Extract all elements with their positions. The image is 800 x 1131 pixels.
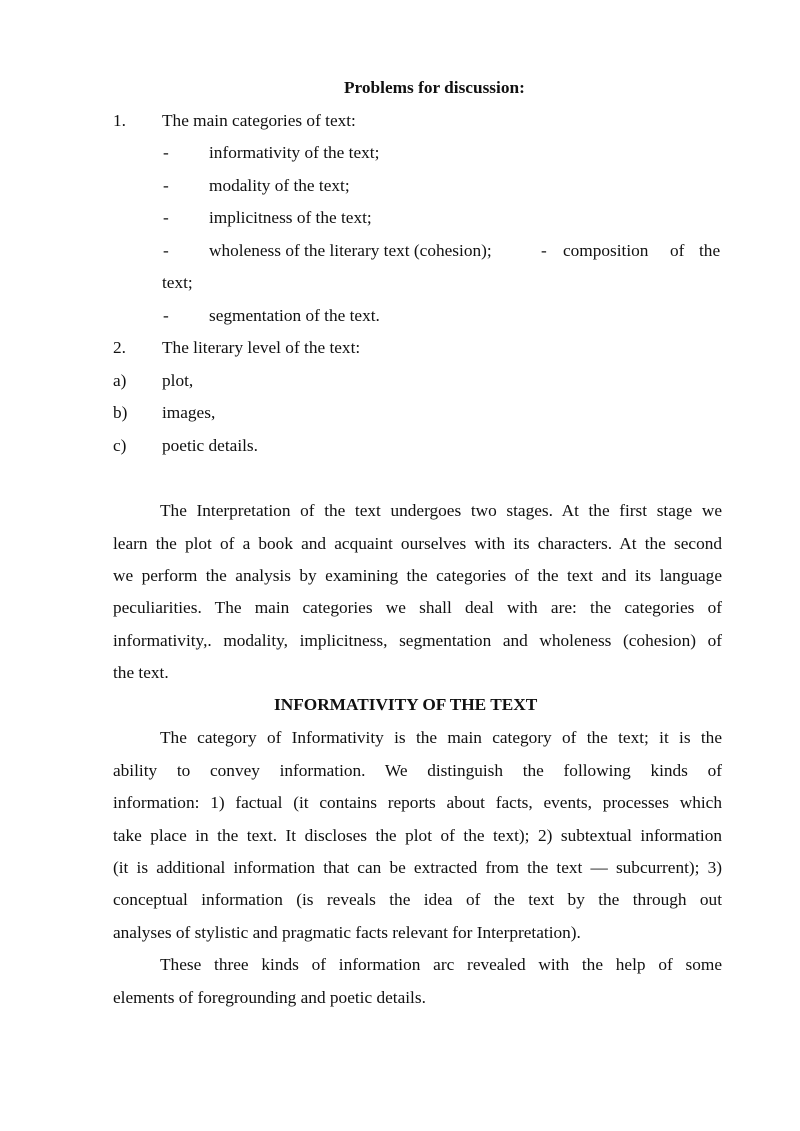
sub-item-text: poetic details. (162, 436, 258, 455)
list-item: implicitness of the text; (209, 208, 372, 227)
intro-paragraph-line: informativity,. modality, implicitness, segmentation and wholeness (cohesion) of (113, 631, 722, 650)
intro-paragraph-line: learn the plot of a book and acquaint ourselves with its characters. At the second (113, 534, 722, 553)
informativity-paragraph-line: information: 1) factual (it contains reports about facts, events, processes which (113, 793, 722, 812)
question-1-text: The main categories of text: (162, 111, 356, 130)
list-item: segmentation of the text. (209, 306, 380, 325)
sub-item-text: plot, (162, 371, 194, 390)
list-item-composition-word: of (670, 241, 685, 260)
section-heading: INFORMATIVITY OF THE TEXT (274, 695, 538, 714)
problems-heading: Problems for discussion: (344, 78, 525, 97)
list-dash: - (163, 306, 169, 325)
intro-paragraph-line: The Interpretation of the text undergoes two stages. At the first stage we (160, 501, 722, 520)
intro-paragraph-line: we perform the analysis by examining the categories of the text and its language (113, 566, 722, 585)
question-2-text: The literary level of the text: (162, 338, 361, 357)
sub-item-label: c) (113, 436, 127, 455)
question-2-number: 2. (113, 338, 126, 357)
informativity-paragraph-line: (it is additional information that can be extracted from the text — subcurrent); 3) (113, 858, 722, 877)
sub-item-label: b) (113, 403, 128, 422)
informativity-paragraph-line: conceptual information (is reveals the idea of the text by the through out (113, 890, 722, 909)
list-item: informativity of the text; (209, 143, 380, 162)
list-dash: - (163, 176, 169, 195)
list-dash: - (163, 143, 169, 162)
informativity-paragraph-line: ability to convey information. We distinguish the following kinds of (113, 761, 722, 780)
list-item-composition-wrap: text; (162, 273, 193, 292)
list-item-composition-word: the (699, 241, 721, 260)
sub-item-label: a) (113, 371, 127, 390)
list-item-composition-word: composition (563, 241, 649, 260)
intro-paragraph-line: the text. (113, 663, 169, 682)
list-item: modality of the text; (209, 176, 350, 195)
list-item: wholeness of the literary text (cohesion); (209, 241, 492, 260)
intro-paragraph-line: peculiarities. The main categories we shall deal with are: the categories of (113, 598, 722, 617)
closing-paragraph-line: These three kinds of information arc revealed with the help of some (160, 955, 722, 974)
informativity-paragraph-line: analyses of stylistic and pragmatic facts relevant for Interpretation). (113, 923, 581, 942)
informativity-paragraph-line: The category of Informativity is the main category of the text; it is the (160, 728, 722, 747)
informativity-paragraph-line: take place in the text. It discloses the plot of the text); 2) subtextual information (113, 826, 722, 845)
question-1-number: 1. (113, 111, 126, 130)
list-dash: - (163, 208, 169, 227)
list-dash: - (163, 241, 169, 260)
sub-item-text: images, (162, 403, 216, 422)
closing-paragraph-line: elements of foregrounding and poetic details. (113, 988, 426, 1007)
list-dash: - (541, 241, 547, 260)
